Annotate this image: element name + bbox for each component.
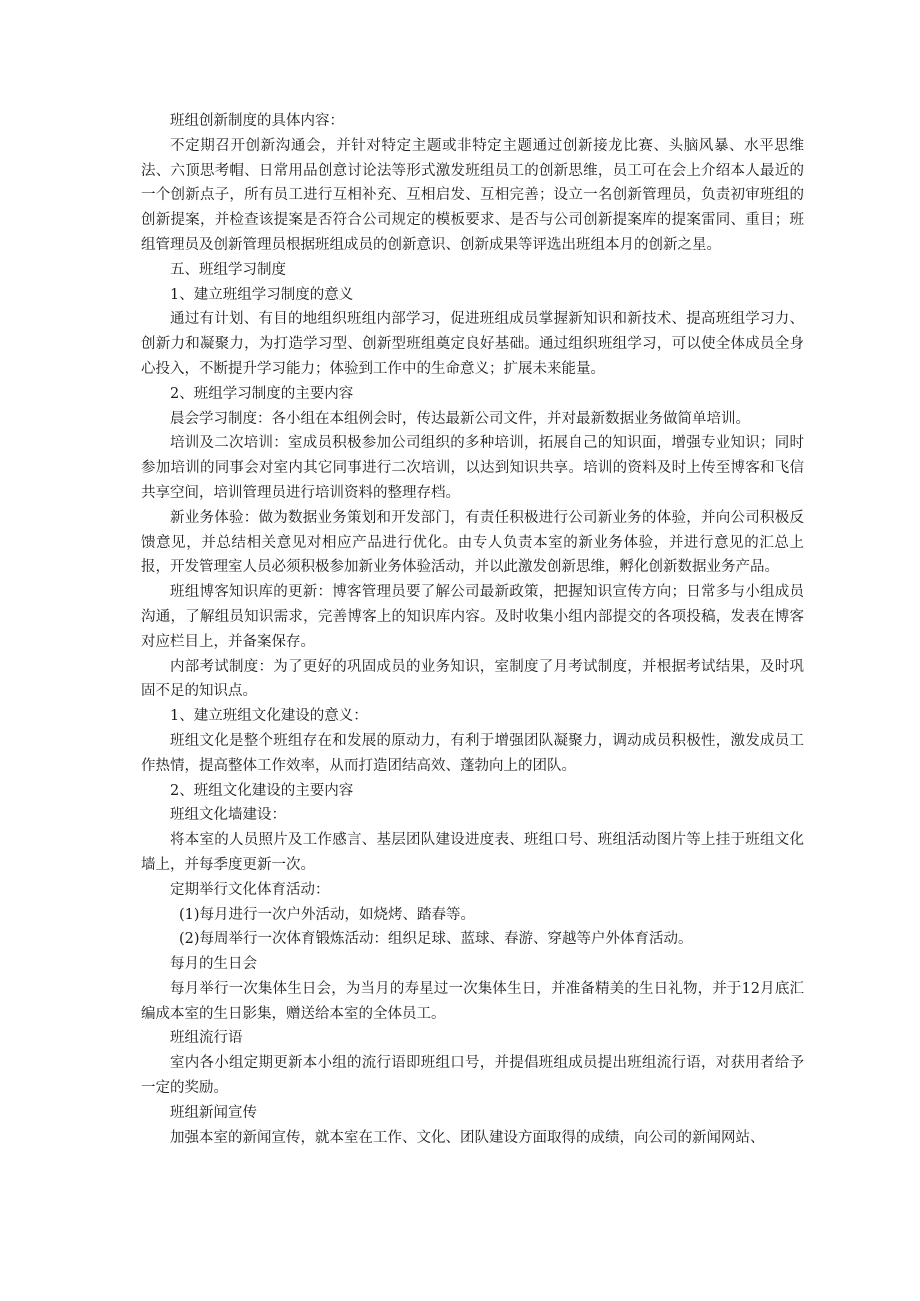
paragraph: 班组博客知识库的更新：博客管理员要了解公司最新政策，把握知识宣传方向；日常多与小组成员沟通，了解组员知识需求，完善博客上的知识库内容。及时收集小组内部提交的各项投稿，发表在博客对应栏目上，并备案保存。 bbox=[141, 584, 804, 650]
paragraph: 2、班组学习制度的主要内容 bbox=[170, 385, 354, 402]
paragraph: 五、班组学习制度 bbox=[170, 261, 286, 278]
paragraph: 班组文化是整个班组存在和发展的原动力，有利于增强团队凝聚力，调动成员积极性，激发成员工作热情，提高整体工作效率，从而打造团结高效、蓬勃向上的团队。 bbox=[141, 732, 804, 774]
paragraph: 2、班组文化建设的主要内容 bbox=[170, 782, 354, 799]
paragraph: 1、建立班组文化建设的意义： bbox=[170, 708, 368, 725]
list-item: (1)每月进行一次户外活动，如烧烤、踏春等。 bbox=[179, 906, 476, 923]
paragraph: 内部考试制度：为了更好的巩固成员的业务知识，室制度了月考试制度，并根据考试结果，及时巩固不足的知识点。 bbox=[141, 658, 804, 700]
paragraph: 班组新闻宣传 bbox=[170, 1104, 257, 1121]
paragraph: 班组文化墙建设： bbox=[170, 807, 286, 824]
paragraph: 晨会学习制度：各小组在本组例会时，传达最新公司文件，并对最新数据业务做简单培训。 bbox=[170, 410, 750, 427]
paragraph: 通过有计划、有目的地组织班组内部学习，促进班组成员掌握新知识和新技术、提高班组学习力、创新力和凝聚力，为打造学习型、创新型班组奠定良好基础。通过组织班组学习，可以使全体成员全身心投入，不断提升学习能力；体验到工作中的生命意义；扩展未来能量。 bbox=[141, 311, 804, 377]
document-body bbox=[141, 109, 804, 1150]
paragraph: 每月举行一次集体生日会，为当月的寿星过一次集体生日，并准备精美的生日礼物，并于12月底汇编成本室的生日影集，赠送给本室的全体员工。 bbox=[141, 980, 804, 1022]
paragraph: 每月的生日会 bbox=[170, 956, 257, 973]
paragraph: 室内各小组定期更新本小组的流行语即班组口号，并提倡班组成员提出班组流行语，对获用者给予一定的奖励。 bbox=[141, 1055, 804, 1097]
paragraph: 新业务体验：做为数据业务策划和开发部门，有责任积极进行公司新业务的体验，并向公司积极反馈意见，并总结相关意见对相应产品进行优化。由专人负责本室的新业务体验，并进行意见的汇总上报，开发管理室人员必须积极参加新业务体验活动，并以此激发创新思维，孵化创新数据业务产品。 bbox=[141, 509, 804, 576]
paragraph: 定期举行文化体育活动： bbox=[170, 881, 330, 898]
paragraph: 1、建立班组学习制度的意义 bbox=[170, 286, 354, 303]
paragraph: 将本室的人员照片及工作感言、基层团队建设进度表、班组口号、班组活动图片等上挂于班组文化墙上，并每季度更新一次。 bbox=[141, 832, 804, 873]
paragraph: 培训及二次培训：室成员积极参加公司组织的多种培训，拓展自己的知识面，增强专业知识；同时参加培训的同事会对室内其它同事进行二次培训，以达到知识共享。培训的资料及时上传至博客和飞信共享空间，培训管理员进行培训资料的整理存档。 bbox=[141, 435, 804, 501]
paragraph: 加强本室的新闻宣传，就本室在工作、文化、团队建设方面取得的成绩，向公司的新闻网站、 bbox=[170, 1129, 765, 1146]
list-item: (2)每周举行一次体育锻炼活动：组织足球、蓝球、春游、穿越等户外体育活动。 bbox=[179, 931, 693, 948]
paragraph: 班组创新制度的具体内容： bbox=[170, 113, 344, 129]
paragraph: 不定期召开创新沟通会，并针对特定主题或非特定主题通过创新接龙比赛、头脑风暴、水平思维法、六顶思考帽、日常用品创意讨论法等形式激发班组员工的创新思维，员工可在会上介绍本人最近的一个创新点子，所有员工进行互相补充、互相启发、互相完善；设立一名创新管理员，负责初审班组的创新提案，并检查该提案是否符合公司规定的模板要求、是否与公司创新提案库的提案雷同、重目；班组管理员及创新管理员根据班组成员的创新意识、创新成果等评选出班组本月的创新之星。 bbox=[141, 137, 804, 253]
paragraph: 班组流行语 bbox=[170, 1030, 243, 1047]
